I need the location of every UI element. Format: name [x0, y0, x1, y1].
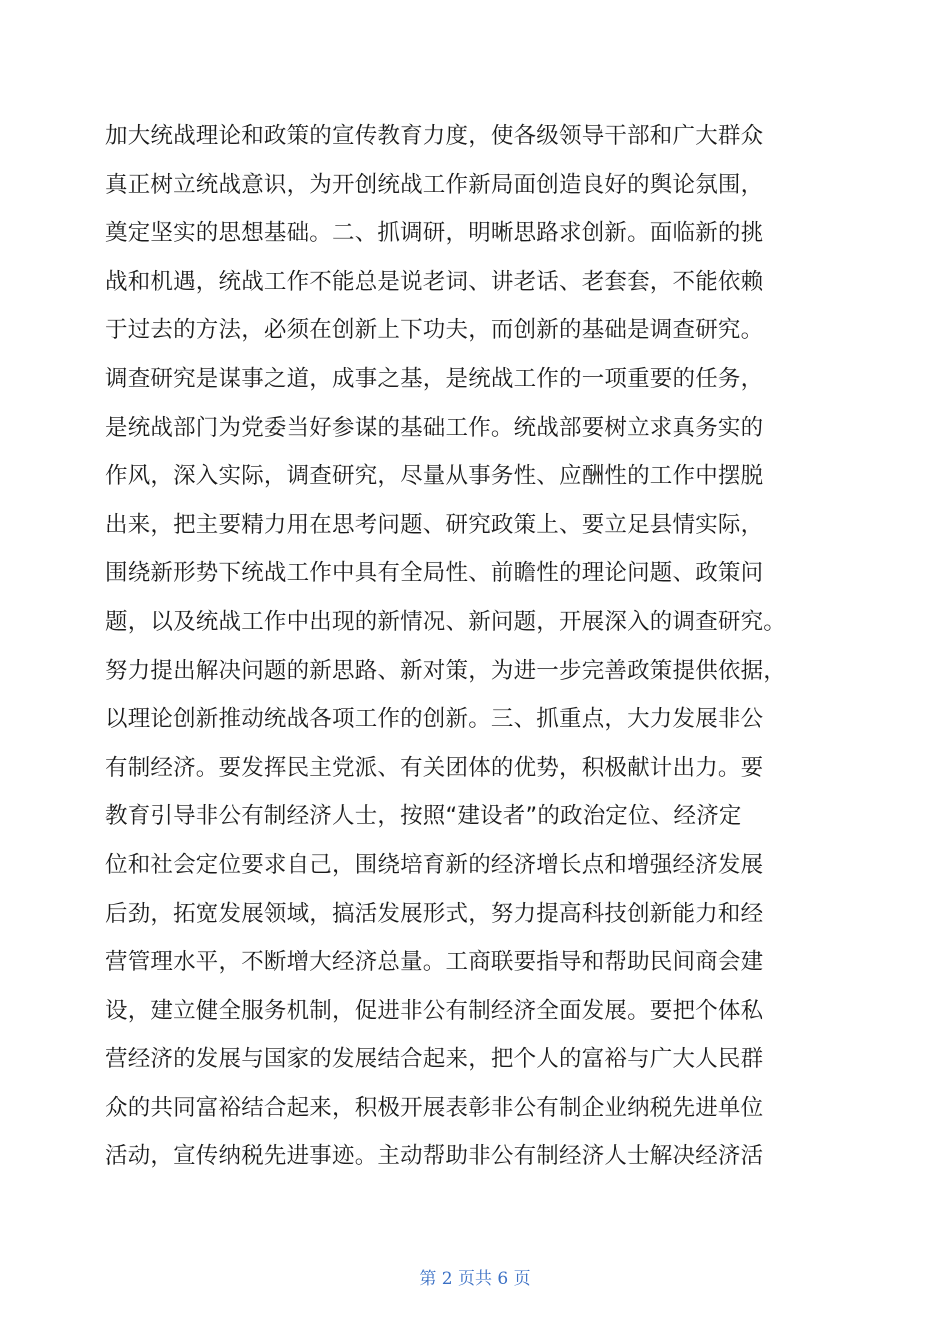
text-line: 调查研究是谋事之道，成事之基，是统战工作的一项重要的任务， [105, 365, 764, 392]
text-line: 活动，宣传纳税先进事迹。主动帮助非公有制经济人士解决经济活 [105, 1143, 764, 1170]
text-line: 位和社会定位要求自己，围绕培育新的经济增长点和增强经济发展 [105, 851, 764, 878]
text-line: 奠定坚实的思想基础。二、抓调研，明晰思路求创新。面临新的挑 [105, 220, 764, 247]
text-line: 题，以及统战工作中出现的新情况、新问题，开展深入的调查研究。 [105, 608, 787, 635]
text-line: 作风，深入实际，调查研究，尽量从事务性、应酬性的工作中摆脱 [105, 463, 764, 490]
text-line: 教育引导非公有制经济人士，按照“建设者”的政治定位、经济定 [105, 803, 742, 830]
text-line: 以理论创新推动统战各项工作的创新。三、抓重点，大力发展非公 [105, 706, 764, 733]
text-line: 出来，把主要精力用在思考问题、研究政策上、要立足县情实际， [105, 511, 764, 538]
text-line: 于过去的方法，必须在创新上下功夫，而创新的基础是调查研究。 [105, 317, 764, 344]
text-line: 真正树立统战意识，为开创统战工作新局面创造良好的舆论氛围， [105, 171, 764, 198]
body-text [105, 112, 845, 1181]
text-line: 后劲，拓宽发展领域，搞活发展形式，努力提高科技创新能力和经 [105, 900, 764, 927]
text-line: 设，建立健全服务机制，促进非公有制经济全面发展。要把个体私 [105, 997, 764, 1024]
text-line: 围绕新形势下统战工作中具有全局性、前瞻性的理论问题、政策问 [105, 560, 764, 587]
text-line: 有制经济。要发挥民主党派、有关团体的优势，积极献计出力。要 [105, 754, 764, 781]
text-line: 战和机遇，统战工作不能总是说老词、讲老话、老套套，不能依赖 [105, 268, 764, 295]
page-number-footer: 第 2 页共 6 页 [419, 1269, 531, 1289]
text-line: 众的共同富裕结合起来，积极开展表彰非公有制企业纳税先进单位 [105, 1094, 764, 1121]
text-line: 是统战部门为党委当好参谋的基础工作。统战部要树立求真务实的 [105, 414, 764, 441]
text-line: 努力提出解决问题的新思路、新对策，为进一步完善政策提供依据， [105, 657, 787, 684]
text-line: 营经济的发展与国家的发展结合起来，把个人的富裕与广大人民群 [105, 1046, 764, 1073]
text-line: 营管理水平，不断增大经济总量。工商联要指导和帮助民间商会建 [105, 949, 764, 976]
text-line: 加大统战理论和政策的宣传教育力度，使各级领导干部和广大群众 [105, 123, 764, 149]
